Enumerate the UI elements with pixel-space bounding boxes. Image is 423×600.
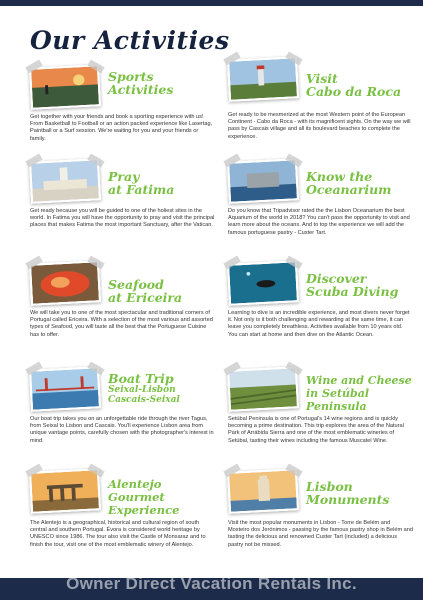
activity-description: Get ready to be mesmerized at the most Western point of the European Continent - Cabo da Roca - with its magnificent sights. On the way we will pass by Cascais village and all its boulevard beaches to complete the experience. xyxy=(228,112,411,140)
activity-description: The Alentejo is a geographical, historical and cultural region of south central and southern Portugal. Évora is considered world heritage by UNESCO since 1986. The tour also visit the Castle of Monsaraz and to finish the tour, visit one of the most emblematic winery of Alentejo. xyxy=(30,520,206,548)
activity-title: Wine and Cheese in Setúbal Peninsula xyxy=(306,374,412,413)
activity-title: Lisbon Monuments xyxy=(306,479,390,507)
activity-description: Learning to dive is an incredible experience, and most divers never forget it. Not only is it both challenging and rewarding at the same time, it can leave you completely breathless. Activities available from 10 years old. You can start at home and then dive on the Atlantic Ocean. xyxy=(228,310,410,338)
lighthouse-photo-icon xyxy=(227,56,299,102)
seafood-photo-icon xyxy=(29,260,101,306)
activity-description: Visit the most popular monuments in Lisbon - Torre de Belém and Mosteiro dos Jerónimos - passing by the famous pastry shop in Belém and tasting the delicious and renowned Custer Tart (included) a delicious pastry not be missed. xyxy=(228,520,413,548)
activity-title: Know the Oceanarium xyxy=(306,169,392,197)
activity-description: Do you know that Tripadvisor rated the the Lisbon Oceanarium the best Aquarium of the world in 2018? You can't pass the opportunity to visit and learn more about the oceans. And to top the experience we will add the famous portuguese pastry - Custer Tart. xyxy=(228,208,410,236)
activity-description: Setúbal Peninsula is one of Portugal's 14 wine regions and is quickly becoming a prime destination. This trip explores the area of the Natural Park of Arrábida Sierra and one of the most emblematic wineries of Setúbal, tasting their wines including the famous Muscatel Wine. xyxy=(228,416,404,444)
page-title: Our Activities xyxy=(30,26,230,55)
activity-title: Boat Trip Seixal-Lisbon Cascais-Seixal xyxy=(108,371,180,405)
activity-description: Get ready because you will be guided to one of the holiest sites in the world. In Fatima you will have the opportunity to pray and visit the principal places that makes Fatima the most important Sanctuary, after the Vatican. xyxy=(30,208,215,229)
activity-card-sports xyxy=(30,66,215,166)
activity-title: Sports Activities xyxy=(108,69,174,97)
activity-card-seafood xyxy=(30,262,215,362)
activity-title: Seafood at Ericeira xyxy=(108,277,183,305)
activity-card-fatima xyxy=(30,160,215,260)
activity-card-boat-trip xyxy=(30,368,215,468)
boat-photo-icon xyxy=(29,366,101,412)
diving-photo-icon xyxy=(227,260,299,306)
activity-description: Get together with your friends and book a sporting experience with us! From Basketball to Football or an action packed experience like Lasertag, Paintball or a Surf session. We're waiting for you and your friends or family. xyxy=(30,114,213,142)
activity-card-scuba xyxy=(228,262,413,362)
activity-description: Our boat trip takes you on an unforgettable ride through the river Tagus, from Seixal to Lisbon and Cascais. You'll experience Lisbon area from unique vantage points, carefully chosen with the photographer's interest in mind. xyxy=(30,416,214,444)
activity-title: Visit Cabo da Roca xyxy=(306,71,402,99)
oceanarium-photo-icon xyxy=(227,158,299,204)
activity-card-alentejo xyxy=(30,470,215,570)
activity-title: Discover Scuba Diving xyxy=(306,271,399,299)
sanctuary-photo-icon xyxy=(29,158,101,204)
activity-description: We will take you to one of the most spectacular and traditional corners of Portugal called Ericeira. With a selection of the most various and assorted types of Seafood, you will taste all the best that the Portuguese Cuisine has to offer. xyxy=(30,310,213,338)
activity-title: Pray at Fatima xyxy=(108,169,175,197)
activity-title: Alentejo Gourmet Experience xyxy=(108,477,180,517)
activity-card-wine-cheese xyxy=(228,368,413,468)
activity-card-oceanarium xyxy=(228,160,413,260)
belem-tower-photo-icon xyxy=(227,468,299,514)
vineyard-photo-icon xyxy=(227,366,299,412)
sports-photo-icon xyxy=(29,64,101,110)
watermark-text: Owner Direct Vacation Rentals Inc. xyxy=(66,574,357,593)
activity-card-cabo-da-roca xyxy=(228,58,413,158)
top-bar xyxy=(0,0,423,6)
temple-photo-icon xyxy=(29,468,101,514)
activity-card-lisbon-monuments xyxy=(228,470,413,570)
